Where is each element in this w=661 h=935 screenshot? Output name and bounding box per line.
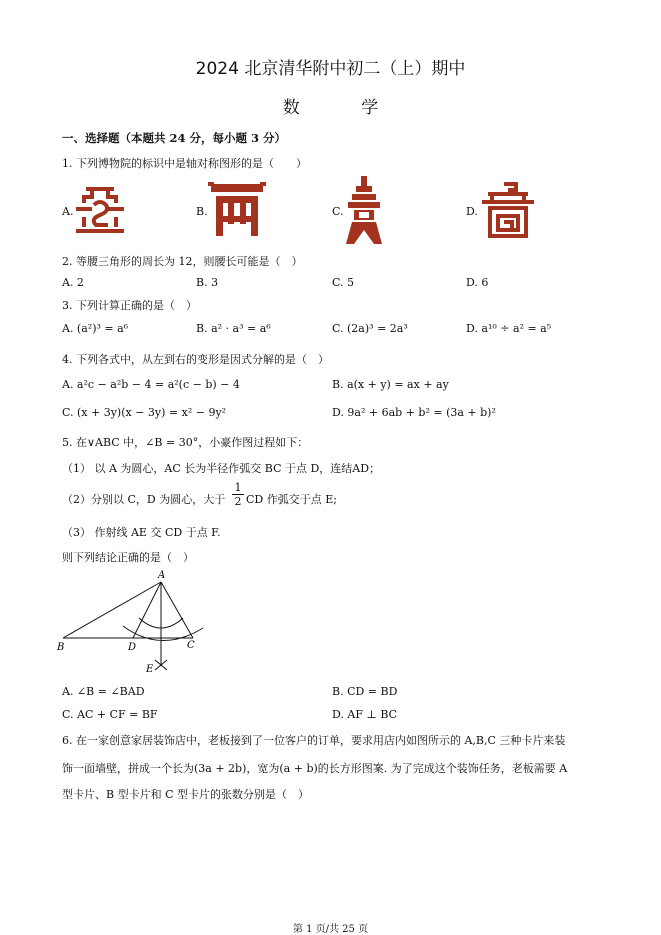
page-title: 2024 北京清华附中初二（上）期中 — [195, 59, 466, 79]
question-6-line-3: 型卡片、B 型卡片和 C 型卡片的张数分别是（ ） — [62, 788, 309, 801]
subject-heading: 数 学 — [282, 98, 407, 118]
label-a: A — [158, 570, 166, 581]
q2-option-c: C. 5 — [332, 276, 355, 289]
q1-option-b-label: B. — [196, 205, 208, 218]
segment-ab — [63, 582, 161, 638]
question-1-stem: 1. 下列博物院的标识中是轴对称图形的是（ ） — [62, 157, 307, 170]
q5-fraction-numerator: 1 — [232, 481, 244, 495]
q2-option-d: D. 6 — [466, 276, 489, 289]
page-footer: 第 1 页/共 25 页 — [292, 924, 369, 935]
q1-option-a-label: A. — [62, 205, 74, 218]
museum-logo-b-icon — [208, 180, 266, 238]
q3-option-a: A. (a²)³ = a⁶ — [62, 322, 129, 335]
q5-step-1: （1） 以 A 为圆心，AC 长为半径作弧交 BC 于点 D，连结AD； — [62, 462, 381, 475]
q4-option-d: D. 9a² + 6ab + b² = (3a + b)² — [332, 406, 496, 419]
q5-fraction — [232, 481, 244, 508]
question-3-stem: 3. 下列计算正确的是（ ） — [62, 299, 197, 312]
q3-option-b: B. a² · a³ = a⁶ — [196, 322, 271, 335]
question-6-line-1: 6. 在一家创意家居装饰店中，老板接到了一位客户的订单，要求用店内如图所示的 A,B,C 三种卡片来装 — [62, 734, 566, 747]
q5-option-c: C. AC + CF = BF — [62, 708, 158, 721]
label-b: B — [57, 642, 65, 653]
q3-option-c: C. (2a)³ = 2a³ — [332, 322, 408, 335]
q2-option-a: A. 2 — [62, 276, 84, 289]
label-d: D — [128, 642, 137, 653]
section-heading: 一、选择题（本题共 24 分，每小题 3 分） — [62, 131, 287, 145]
q5-fraction-denominator: 2 — [234, 495, 242, 508]
q4-option-a: A. a²c − a²b − 4 = a²(c − b) − 4 — [62, 378, 240, 391]
q4-option-b: B. a(x + y) = ax + ay — [332, 378, 449, 391]
q4-option-c: C. (x + 3y)(x − 3y) = x² − 9y² — [62, 406, 227, 419]
q5-option-a: A. ∠B = ∠BAD — [62, 685, 145, 698]
question-6-line-2: 饰一面墙壁，拼成一个长为(3a + 2b)，宽为(a + b)的长方形图案. 为了完成这个装饰任务，老板需要 A — [62, 762, 568, 775]
label-e: E — [146, 664, 154, 675]
q5-step-3: （3） 作射线 AE 交 CD 于点 F. — [62, 526, 221, 539]
museum-logo-d-icon — [478, 180, 538, 240]
question-5-stem: 5. 在∨ABC 中，∠B = 30°，小豪作图过程如下： — [62, 436, 309, 449]
label-c: C — [187, 640, 195, 651]
question-2-stem: 2. 等腰三角形的周长为 12，则腰长可能是（ ） — [62, 255, 303, 268]
q5-step-2-prefix: （2）分别以 C，D 为圆心，大于 — [62, 493, 226, 506]
q5-prompt: 则下列结论正确的是（ ） — [62, 551, 194, 564]
q3-option-d: D. a¹⁰ ÷ a² = a⁵ — [466, 322, 552, 335]
q5-option-b: B. CD = BD — [332, 685, 398, 698]
question-4-stem: 4. 下列各式中，从左到右的变形是因式分解的是（ ） — [62, 353, 329, 366]
segment-ac — [161, 582, 193, 638]
q2-option-b: B. 3 — [196, 276, 219, 289]
museum-logo-a-icon — [72, 183, 128, 237]
q5-option-d: D. AF ⊥ BC — [332, 708, 398, 721]
q5-step-2-suffix: CD 作弧交于点 E; — [246, 493, 337, 506]
q1-option-c-label: C. — [332, 205, 344, 218]
q5-geometry-figure — [55, 566, 215, 676]
museum-logo-c-icon — [342, 176, 386, 244]
q1-option-d-label: D. — [466, 205, 478, 218]
